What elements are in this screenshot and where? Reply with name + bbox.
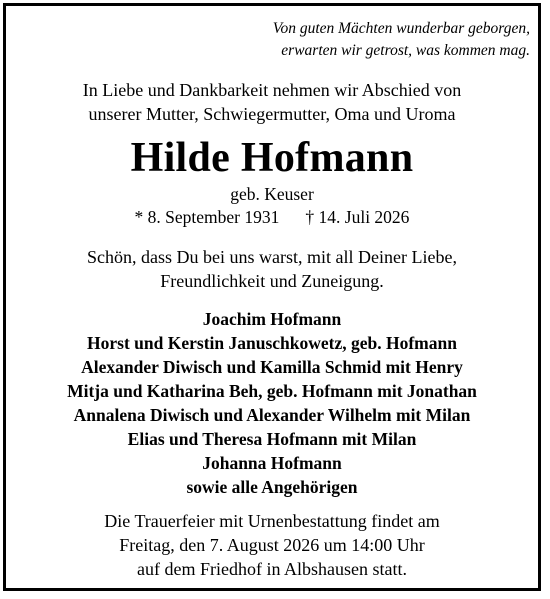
mourner-entry: Horst und Kerstin Januschkowetz, geb. Hofmann	[87, 333, 457, 353]
funeral-service-info	[0, 509, 544, 581]
mourner-entry: Mitja und Katharina Beh, geb. Hofmann mit Jonathan	[67, 381, 477, 401]
deceased-name: Hilde Hofmann	[130, 135, 414, 181]
mourner-entry: Annalena Diwisch und Alexander Wilhelm mit Milan	[73, 405, 471, 425]
motto-line: erwarten wir getrost, was kommen mag.	[281, 42, 530, 59]
intro-line: In Liebe und Dankbarkeit nehmen wir Abschied von	[82, 80, 462, 100]
mourner-entry: Alexander Diwisch und Kamilla Schmid mit Henry	[81, 357, 463, 377]
motto-line: Von guten Mächten wunderbar geborgen,	[272, 20, 530, 37]
service-line: Freitag, den 7. August 2026 um 14:00 Uhr	[119, 535, 425, 555]
motto-quote	[273, 18, 530, 62]
birth-date: * 8. September 1931	[134, 207, 280, 227]
mourner-entry: Joachim Hofmann	[202, 309, 342, 329]
life-dates	[0, 206, 544, 228]
service-line: auf dem Friedhof in Albshausen statt.	[137, 559, 407, 579]
death-date: † 14. Juli 2026	[305, 207, 410, 227]
mourner-entry: Johanna Hofmann	[202, 453, 342, 473]
mourner-entry: Elias und Theresa Hofmann mit Milan	[127, 429, 417, 449]
quote-line: Freundlichkeit und Zuneigung.	[160, 271, 384, 291]
maiden-name: geb. Keuser	[230, 184, 314, 204]
intro-line: unserer Mutter, Schwiegermutter, Oma und Uroma	[88, 104, 456, 124]
mourner-entry: sowie alle Angehörigen	[186, 477, 358, 497]
quote-line: Schön, dass Du bei uns warst, mit all Deiner Liebe,	[87, 247, 457, 267]
intro-text	[0, 78, 544, 126]
farewell-quote	[0, 245, 544, 293]
service-line: Die Trauerfeier mit Urnenbestattung findet am	[104, 511, 440, 531]
mourners-list	[0, 307, 544, 499]
